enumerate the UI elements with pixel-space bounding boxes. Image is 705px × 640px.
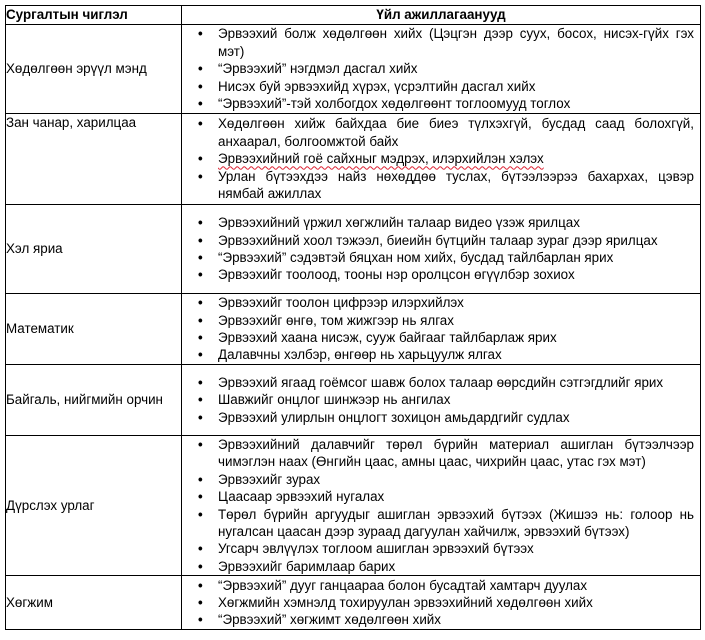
list-item: • Эрвээхийг баримлаар барих (182, 558, 700, 575)
table-header-row (6, 6, 701, 25)
activity-list (182, 214, 700, 284)
list-item: • Цаасаар эрвээхий нугалах (182, 488, 700, 505)
table-row (6, 436, 701, 576)
activities-cell (182, 576, 701, 630)
list-item: • Эрвээхийг зурах (182, 471, 700, 488)
category-cell: Математик (6, 294, 182, 365)
activity-list (182, 115, 700, 202)
activities-cell (182, 365, 701, 436)
list-item: • Эрвээхий болж хөдөлгөөн хийх (Цэцгэн дээр суух, босох, нисэх-гүйх гэх мэт) (182, 25, 700, 60)
list-item: • Эрвээхийний гоё сайхныг мэдрэх, илэрхийлэн хэлэх (182, 150, 700, 167)
list-item: • Эрвээхий хаана нисэж, сууж байгааг тайлбарлаж ярих (182, 329, 700, 346)
category-cell: Хэл яриа (6, 205, 182, 294)
list-item: • Эрвээхий ягаад гоёмсог шавж болох талаар өөрсдийн сэтгэгдлийг ярих (182, 374, 700, 391)
list-item: • Урлан бүтээхдээ найз нөхөддөө туслах, бүтээлээрээ бахархах, цэвэр нямбай ажиллах (182, 168, 700, 203)
list-item: • Нисэх буй эрвээхийд хүрэх, үсрэлтийн дасгал хийх (182, 78, 700, 95)
activities-cell (182, 114, 701, 205)
activities-table (5, 5, 701, 630)
activities-cell (182, 25, 701, 114)
list-item: • Төрөл бүрийн аргуудыг ашиглан эрвээхий бүтээх (Жишээ нь: голоор нь нугалсан цаасан дээр зураад дагуулан хайчилж, эрвээхий бүтээх) (182, 506, 700, 541)
table-row (6, 25, 701, 114)
activity-list (182, 294, 700, 364)
list-item: • Угсарч эвлүүлэх тоглоом ашиглан эрвээхий бүтээх (182, 540, 700, 557)
list-item: • Эрвээхийг өнгө, том жижгээр нь ялгах (182, 312, 700, 329)
list-item: • Хөдөлгөөн хийж байхдаа бие биеэ түлхэхгүй, бусдад саад болохгүй, анхаарал, болгоомжтой байх (182, 115, 700, 150)
activity-list (182, 25, 700, 112)
list-item: • “Эрвээхий” дууг ганцаараа болон бусадтай хамтарч дуулах (182, 577, 700, 594)
table-row (6, 205, 701, 294)
activities-cell (182, 294, 701, 365)
category-cell: Зан чанар, харилцаа (6, 114, 182, 205)
list-item: • Шавжийг онцлог шинжээр нь ангилах (182, 391, 700, 408)
list-item: • “Эрвээхий” нэгдмэл дасгал хийх (182, 60, 700, 77)
header-activities: Үйл ажиллагаанууд (182, 6, 701, 25)
category-cell: Хөдөлгөөн эрүүл мэнд (6, 25, 182, 114)
list-item: • Эрвээхийний үржил хөгжлийн талаар видео үзэж ярилцах (182, 214, 700, 231)
list-item: • “Эрвээхий”-тэй холбогдох хөдөлгөөнт тоглоомууд тоглох (182, 95, 700, 112)
activities-cell (182, 436, 701, 576)
activity-list (182, 577, 700, 629)
list-item: • Далавчны хэлбэр, өнгөөр нь харьцуулж ялгах (182, 346, 700, 363)
activity-list (182, 374, 700, 426)
table-row (6, 576, 701, 630)
list-item: • Хөгжмийн хэмнэлд тохируулан эрвээхийний хөдөлгөөн хийх (182, 594, 700, 611)
table-row (6, 114, 701, 205)
category-cell: Дүрслэх урлаг (6, 436, 182, 576)
category-cell: Хөгжим (6, 576, 182, 630)
list-item: • “Эрвээхий” сэдэвтэй бяцхан ном хийх, бусдад тайлбарлан ярих (182, 249, 700, 266)
list-item: • Эрвээхий улирлын онцлогт зохицон амьдардгийг судлах (182, 409, 700, 426)
list-item: • Эрвээхийний хоол тэжээл, биеийн бүтцийн талаар зураг дээр ярилцах (182, 232, 700, 249)
activity-list (182, 436, 700, 575)
category-cell: Байгаль, нийгмийн орчин (6, 365, 182, 436)
list-item: • Эрвээхийг тоолон цифрээр илэрхийлэх (182, 294, 700, 311)
table-row (6, 365, 701, 436)
activities-cell (182, 205, 701, 294)
list-item: • Эрвээхийний далавчийг төрөл бүрийн материал ашиглан бүтээлчээр чимэглэн наах (Өнгийн цаас, амны цаас, чихрийн цаас, утас гэх мэт) (182, 436, 700, 471)
table-row (6, 294, 701, 365)
list-item: • Эрвээхийг тоолоод, тооны нэр оролцсон өгүүлбэр зохиох (182, 266, 700, 283)
list-item: • “Эрвээхий” хөгжимт хөдөлгөөн хийх (182, 611, 700, 628)
header-training-direction: Сургалтын чиглэл (6, 6, 182, 25)
